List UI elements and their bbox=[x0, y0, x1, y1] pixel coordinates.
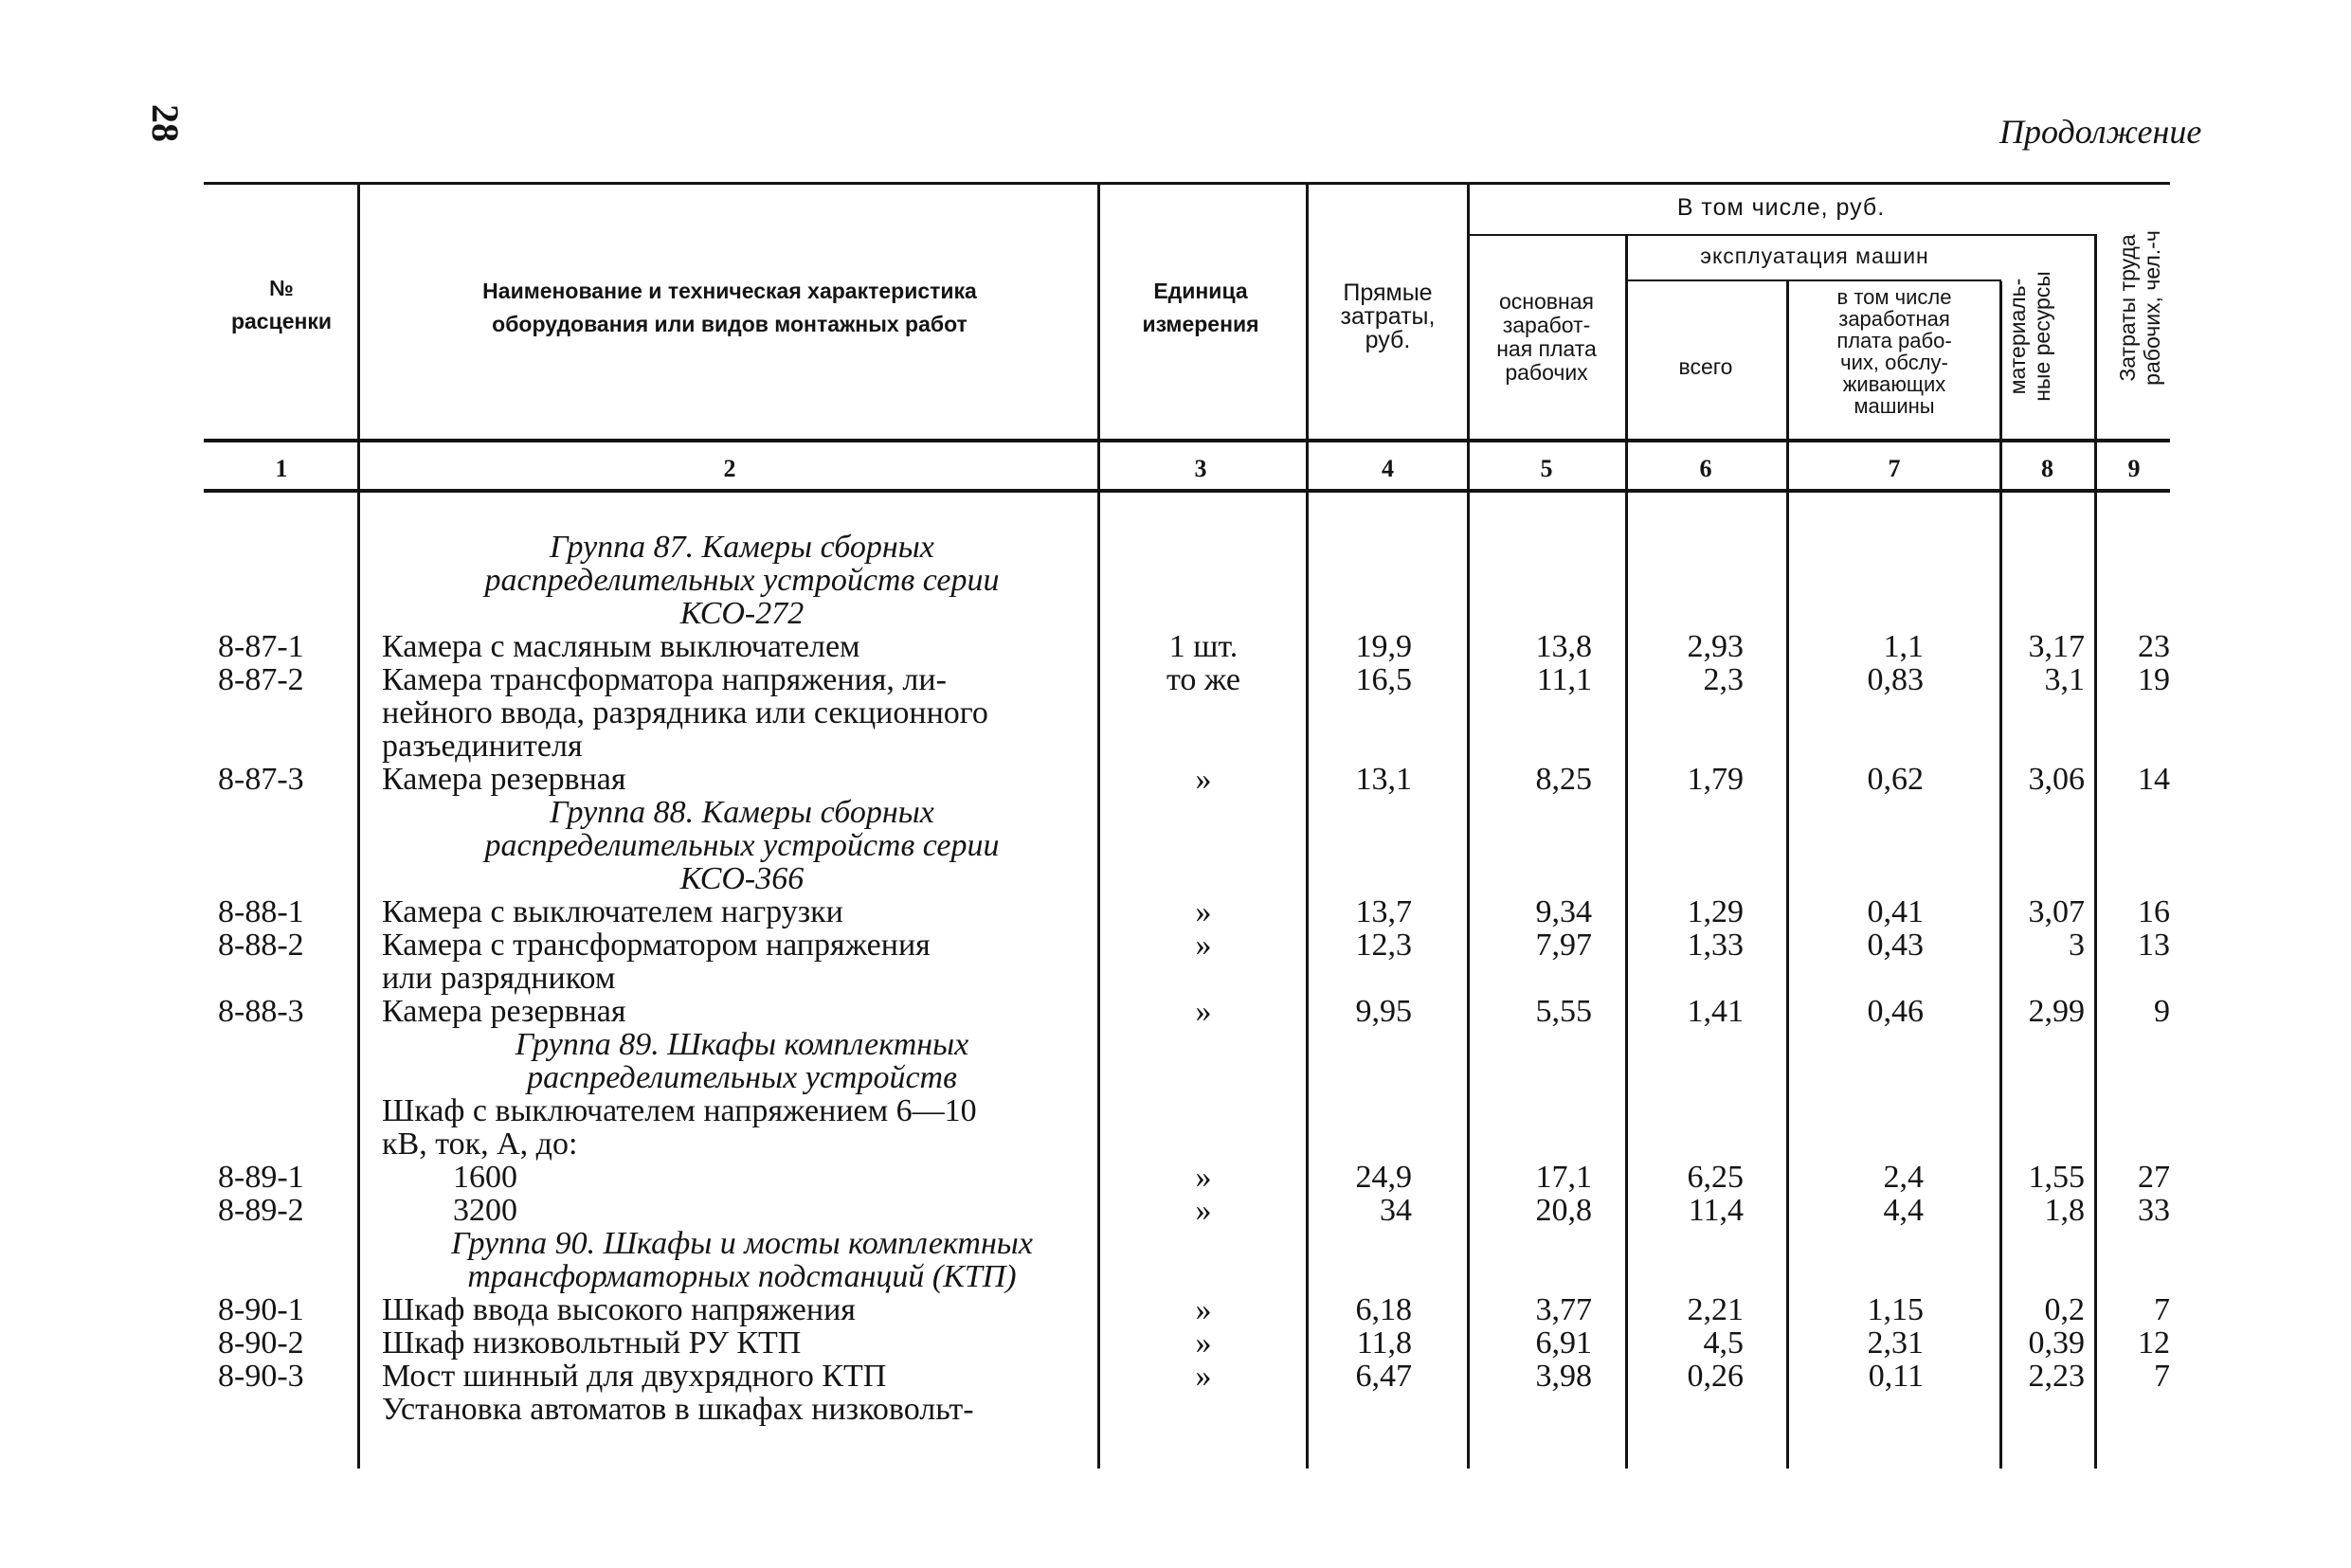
rate-code: 8-88-1 bbox=[218, 894, 304, 929]
header-col9: Затраты труда рабочих, чел.-ч bbox=[2115, 230, 2164, 386]
base-wages: 17,1 bbox=[1535, 1160, 1592, 1195]
machine-wages: 0,41 bbox=[1867, 894, 1924, 929]
header-col4: Прямые затраты, руб. bbox=[1340, 279, 1436, 353]
machines-total: 6,25 bbox=[1687, 1160, 1744, 1195]
material-resources: 3,17 bbox=[2028, 629, 2085, 664]
unit: » bbox=[1195, 1325, 1212, 1361]
column-number: 7 bbox=[1888, 455, 1901, 482]
colnum-bottom-rule bbox=[204, 489, 2170, 493]
header-col1: № расценки bbox=[230, 276, 333, 333]
unit: » bbox=[1195, 1193, 1212, 1228]
machine-wages: 1,1 bbox=[1883, 629, 1924, 664]
machines-total: 1,29 bbox=[1687, 894, 1744, 929]
base-wages: 8,25 bbox=[1535, 762, 1592, 797]
column-number: 3 bbox=[1194, 455, 1207, 482]
labor-hours: 16 bbox=[2138, 894, 2170, 929]
material-resources: 0,2 bbox=[2044, 1292, 2085, 1327]
rate-code: 8-87-1 bbox=[218, 629, 304, 664]
labor-hours: 23 bbox=[2138, 629, 2170, 664]
column-rule bbox=[1625, 234, 1628, 1469]
labor-hours: 7 bbox=[2154, 1359, 2170, 1394]
material-resources: 2,23 bbox=[2028, 1359, 2085, 1394]
material-resources: 1,55 bbox=[2028, 1160, 2085, 1195]
unit: » bbox=[1195, 762, 1212, 797]
rate-code: 8-87-3 bbox=[218, 762, 304, 797]
group-heading: Группа 87. Камеры сборных bbox=[550, 530, 934, 565]
unit: 1 шт. bbox=[1168, 629, 1239, 664]
column-rule bbox=[1306, 185, 1309, 1469]
material-resources: 2,99 bbox=[2028, 994, 2085, 1029]
material-resources: 3,1 bbox=[2044, 662, 2085, 697]
base-wages: 11,1 bbox=[1536, 662, 1592, 697]
direct-costs: 13,1 bbox=[1355, 762, 1412, 797]
direct-costs: 6,47 bbox=[1355, 1359, 1412, 1394]
machines-total: 2,3 bbox=[1703, 662, 1744, 697]
labor-hours: 12 bbox=[2138, 1325, 2170, 1361]
unit: то же bbox=[1166, 662, 1241, 697]
header-col6: всего bbox=[1678, 354, 1733, 379]
column-number: 9 bbox=[2127, 455, 2141, 482]
column-number: 1 bbox=[275, 455, 288, 482]
direct-costs: 11,8 bbox=[1356, 1325, 1412, 1361]
machine-wages: 1,15 bbox=[1867, 1292, 1924, 1327]
direct-costs: 9,95 bbox=[1355, 994, 1412, 1029]
material-resources: 3,07 bbox=[2028, 894, 2085, 929]
labor-hours: 27 bbox=[2138, 1160, 2170, 1195]
item-name: Камера резервная bbox=[382, 994, 626, 1029]
header-col2: Наименование и техническая характеристика оборудования или видов монтажных работ bbox=[482, 279, 977, 336]
labor-hours: 13 bbox=[2138, 928, 2170, 963]
machines-total: 2,21 bbox=[1687, 1292, 1744, 1327]
column-number: 5 bbox=[1540, 455, 1553, 482]
group-heading: КСО-272 bbox=[679, 596, 805, 631]
header-col7: в том числе заработная плата рабо- чих, обслу- живающих машины bbox=[1836, 285, 1952, 418]
labor-hours: 9 bbox=[2154, 994, 2170, 1029]
base-wages: 20,8 bbox=[1535, 1193, 1592, 1228]
subgroup-rule bbox=[1469, 234, 2094, 236]
direct-costs: 13,7 bbox=[1355, 894, 1412, 929]
machines-total: 1,33 bbox=[1687, 928, 1744, 963]
unit: » bbox=[1195, 928, 1212, 963]
page-number: 28 bbox=[144, 104, 187, 142]
header-machines: эксплуатация машин bbox=[1700, 243, 1929, 268]
item-name: Шкаф ввода высокого напряжения bbox=[382, 1292, 856, 1327]
header-bottom-rule bbox=[204, 439, 2170, 442]
machine-wages: 0,11 bbox=[1868, 1359, 1924, 1394]
item-name: Камера трансформатора напряжения, ли- bbox=[382, 662, 947, 697]
direct-costs: 12,3 bbox=[1355, 928, 1412, 963]
machine-wages: 0,46 bbox=[1867, 994, 1924, 1029]
column-number: 6 bbox=[1699, 455, 1712, 482]
unit: » bbox=[1195, 1292, 1212, 1327]
direct-costs: 24,9 bbox=[1355, 1160, 1412, 1195]
group-heading: распределительных устройств серии bbox=[484, 828, 1000, 863]
item-name: 3200 bbox=[453, 1193, 517, 1228]
unit: » bbox=[1195, 994, 1212, 1029]
item-name: 1600 bbox=[453, 1160, 517, 1195]
rate-code: 8-90-3 bbox=[218, 1359, 304, 1394]
direct-costs: 16,5 bbox=[1355, 662, 1412, 697]
item-name: Шкаф с выключателем напряжением 6—10 bbox=[382, 1093, 977, 1128]
item-name: кВ, ток, А, до: bbox=[382, 1126, 578, 1162]
machine-wages: 2,4 bbox=[1883, 1160, 1924, 1195]
item-name: Камера с выключателем нагрузки bbox=[382, 894, 843, 929]
labor-hours: 7 bbox=[2154, 1292, 2170, 1327]
base-wages: 3,77 bbox=[1535, 1292, 1592, 1327]
item-name: Установка автоматов в шкафах низковольт- bbox=[382, 1392, 974, 1427]
base-wages: 3,98 bbox=[1535, 1359, 1592, 1394]
unit: » bbox=[1195, 894, 1212, 929]
rate-code: 8-88-2 bbox=[218, 928, 304, 963]
labor-hours: 19 bbox=[2138, 662, 2170, 697]
column-rule bbox=[357, 185, 360, 1469]
machines-total: 2,93 bbox=[1687, 629, 1744, 664]
unit: » bbox=[1195, 1359, 1212, 1394]
material-resources: 3,06 bbox=[2028, 762, 2085, 797]
column-number: 8 bbox=[2041, 455, 2053, 482]
direct-costs: 19,9 bbox=[1355, 629, 1412, 664]
base-wages: 13,8 bbox=[1535, 629, 1592, 664]
header-col3: Единица измерения bbox=[1142, 279, 1259, 336]
direct-costs: 6,18 bbox=[1355, 1292, 1412, 1327]
unit: » bbox=[1195, 1160, 1212, 1195]
base-wages: 6,91 bbox=[1535, 1325, 1592, 1361]
machines-total: 4,5 bbox=[1703, 1325, 1744, 1361]
group-heading: распределительных устройств серии bbox=[484, 563, 1000, 598]
material-resources: 1,8 bbox=[2044, 1193, 2085, 1228]
machine-wages: 0,83 bbox=[1867, 662, 1924, 697]
group-heading: Группа 89. Шкафы комплектных bbox=[515, 1027, 969, 1062]
machines-total: 11,4 bbox=[1688, 1193, 1744, 1228]
continuation-label: Продолжение bbox=[1999, 113, 2202, 151]
rate-code: 8-90-1 bbox=[218, 1292, 304, 1327]
item-name: Камера с трансформатором напряжения bbox=[382, 928, 931, 963]
item-name: Мост шинный для двухрядного КТП bbox=[382, 1359, 887, 1394]
rate-code: 8-90-2 bbox=[218, 1325, 304, 1361]
header-group-top: В том числе, руб. bbox=[1676, 194, 1886, 221]
header-col5: основная заработ- ная плата рабочих bbox=[1496, 289, 1597, 385]
base-wages: 5,55 bbox=[1535, 994, 1592, 1029]
base-wages: 7,97 bbox=[1535, 928, 1592, 963]
item-name: разъединителя bbox=[382, 729, 583, 764]
labor-hours: 14 bbox=[2138, 762, 2170, 797]
machines-total: 1,79 bbox=[1687, 762, 1744, 797]
rate-code: 8-89-1 bbox=[218, 1160, 304, 1195]
column-rule bbox=[1467, 185, 1470, 1469]
machine-wages: 2,31 bbox=[1867, 1325, 1924, 1361]
rate-code: 8-89-2 bbox=[218, 1193, 304, 1228]
header-col8: материаль- ные ресурсы bbox=[2005, 271, 2054, 402]
item-name: Камера с масляным выключателем bbox=[382, 629, 860, 664]
machine-wages: 4,4 bbox=[1883, 1193, 1924, 1228]
rate-code: 8-88-3 bbox=[218, 994, 304, 1029]
labor-hours: 33 bbox=[2138, 1193, 2170, 1228]
item-name: Камера резервная bbox=[382, 762, 626, 797]
machines-total: 1,41 bbox=[1687, 994, 1744, 1029]
rate-code: 8-87-2 bbox=[218, 662, 304, 697]
column-rule bbox=[2094, 234, 2097, 1469]
base-wages: 9,34 bbox=[1535, 894, 1592, 929]
material-resources: 3 bbox=[2069, 928, 2085, 963]
machine-wages: 0,43 bbox=[1867, 928, 1924, 963]
group-heading: распределительных устройств bbox=[527, 1060, 957, 1095]
column-number: 2 bbox=[723, 455, 736, 482]
item-name: или разрядником bbox=[382, 961, 616, 996]
material-resources: 0,39 bbox=[2028, 1325, 2085, 1361]
machines-rule bbox=[1627, 279, 2001, 281]
group-heading: Группа 88. Камеры сборных bbox=[550, 795, 934, 830]
item-name: нейного ввода, разрядника или секционного bbox=[382, 695, 988, 730]
direct-costs: 34 bbox=[1380, 1193, 1412, 1228]
machines-total: 0,26 bbox=[1687, 1359, 1744, 1394]
group-heading: Группа 90. Шкафы и мосты комплектных bbox=[451, 1226, 1033, 1261]
group-heading: КСО-366 bbox=[679, 861, 805, 896]
table-top-rule bbox=[204, 182, 2170, 185]
machine-wages: 0,62 bbox=[1867, 762, 1924, 797]
column-number: 4 bbox=[1382, 455, 1394, 482]
item-name: Шкаф низковольтный РУ КТП bbox=[382, 1325, 802, 1361]
group-heading: трансформаторных подстанций (КТП) bbox=[467, 1259, 1017, 1294]
